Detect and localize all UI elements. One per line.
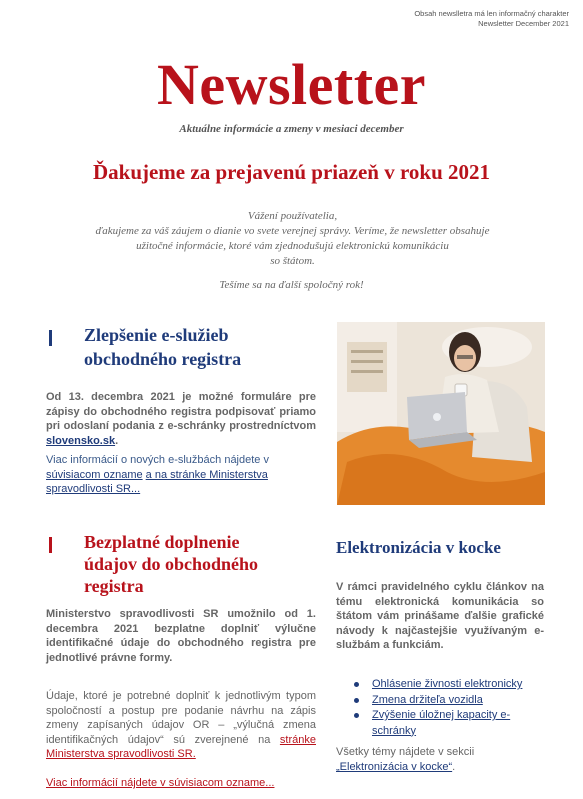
all-topics-text: Všetky témy nájdete v sekcii bbox=[336, 746, 475, 758]
guide-link[interactable]: Zmena držiteľa vozidla bbox=[372, 693, 483, 706]
electronization-section-link[interactable]: „Elektronizácia v kocke“ bbox=[336, 761, 453, 773]
section2-more-link[interactable]: Viac informácií nájdete v súvisiacom ozname... bbox=[46, 777, 275, 789]
guide-link[interactable]: Zvýšenie úložnej kapacity e-schránky bbox=[372, 709, 511, 737]
section3-title: Elektronizácia v kocke bbox=[336, 538, 501, 557]
masthead-subtitle: Aktuálne informácie a zmeny v mesiaci december bbox=[179, 123, 404, 135]
section1-lead-end: . bbox=[115, 434, 119, 447]
all-topics-end: . bbox=[452, 761, 456, 773]
masthead-title: Newsletter bbox=[156, 52, 427, 117]
section2-lead: Ministerstvo spravodlivosti SR umožnilo od 1. decembra 2021 bezplatne doplniť výlučne identifikačné údaje do obchodného registra pre jednotlivé právne formy. bbox=[46, 608, 316, 664]
section2-title-line3: registra bbox=[84, 576, 144, 596]
bullet-icon bbox=[354, 698, 359, 703]
list-item[interactable] bbox=[354, 708, 542, 739]
section2-title-line1: Bezplatné doplnenie bbox=[84, 532, 240, 552]
guide-link[interactable]: Ohlásenie živnosti elektronicky bbox=[372, 678, 523, 690]
greeting-line: so štátom. bbox=[270, 255, 315, 267]
greeting-line: užitočné informácie, ktoré vám zjednodušujú elektronickú komunikáciu bbox=[136, 240, 449, 252]
closing-line: Tešíme sa na ďalší spoločný rok! bbox=[219, 279, 364, 291]
section3-lead: V rámci pravidelného cyklu článkov na tému elektronická komunikácia so štátom vám prinášame ďalšie grafické návody k najčastejšie využívaným e-službám a funkciám. bbox=[336, 581, 544, 651]
section1-more-text: Viac informácií o nových e-službách nájdete v bbox=[46, 454, 269, 466]
section1-title-line2: obchodného registra bbox=[84, 349, 242, 369]
section1-title bbox=[84, 324, 314, 370]
disclaimer-text: Obsah newslletra má len informačný charakter bbox=[414, 9, 569, 18]
section-marker bbox=[49, 537, 52, 553]
section2-body-text: Údaje, ktoré je potrebné doplniť k jednotlivým typom spoločností a postup pre podanie návrhu na zápis zmeny zapísaných údajov OR – „výlučná zmena identifikačných údajov“ sú zverejnené na bbox=[46, 690, 316, 746]
section2-title-line2: údajov do obchodného bbox=[84, 554, 259, 574]
ministry-page-link-2[interactable]: stránke Ministerstva spravodlivosti SR. bbox=[46, 733, 316, 760]
related-notice-link[interactable]: súvisiacom ozname bbox=[46, 468, 143, 481]
all-topics-note bbox=[336, 745, 474, 775]
ministry-page-link[interactable]: a na stránke Ministerstva spravodlivosti SR... bbox=[46, 468, 268, 495]
greeting-block bbox=[95, 209, 490, 269]
section-marker bbox=[49, 330, 52, 346]
list-item[interactable] bbox=[354, 693, 562, 709]
guides-list bbox=[354, 677, 562, 739]
bullet-icon bbox=[354, 682, 359, 687]
section1-lead bbox=[46, 390, 316, 448]
newsletter-meta bbox=[414, 9, 569, 29]
headline: Ďakujeme za prejavenú priazeň v roku 2021 bbox=[92, 160, 491, 184]
slovensko-sk-link[interactable]: slovensko.sk bbox=[46, 434, 116, 447]
photo-illustration bbox=[337, 322, 545, 505]
bullet-icon bbox=[354, 713, 359, 718]
section2-title bbox=[84, 531, 314, 597]
greeting-line: Vážení používatelia, bbox=[247, 210, 338, 222]
section1-more bbox=[46, 453, 318, 497]
section1-lead-text: Od 13. decembra 2021 je možné formuláre pre zápisy do obchodného registra podpisovať priamo pri odoslaní podania z e-schránky prostredníctvom bbox=[46, 391, 316, 432]
section2-body bbox=[46, 689, 316, 762]
list-item[interactable] bbox=[354, 677, 562, 693]
greeting-line: ďakujeme za váš záujem o dianie vo svete verejnej správy. Veríme, že newsletter obsahuje bbox=[95, 225, 490, 237]
woman-with-laptop-photo bbox=[337, 322, 545, 505]
issue-label: Newsletter December 2021 bbox=[478, 19, 569, 28]
section1-title-line1: Zlepšenie e-služieb bbox=[84, 325, 229, 345]
